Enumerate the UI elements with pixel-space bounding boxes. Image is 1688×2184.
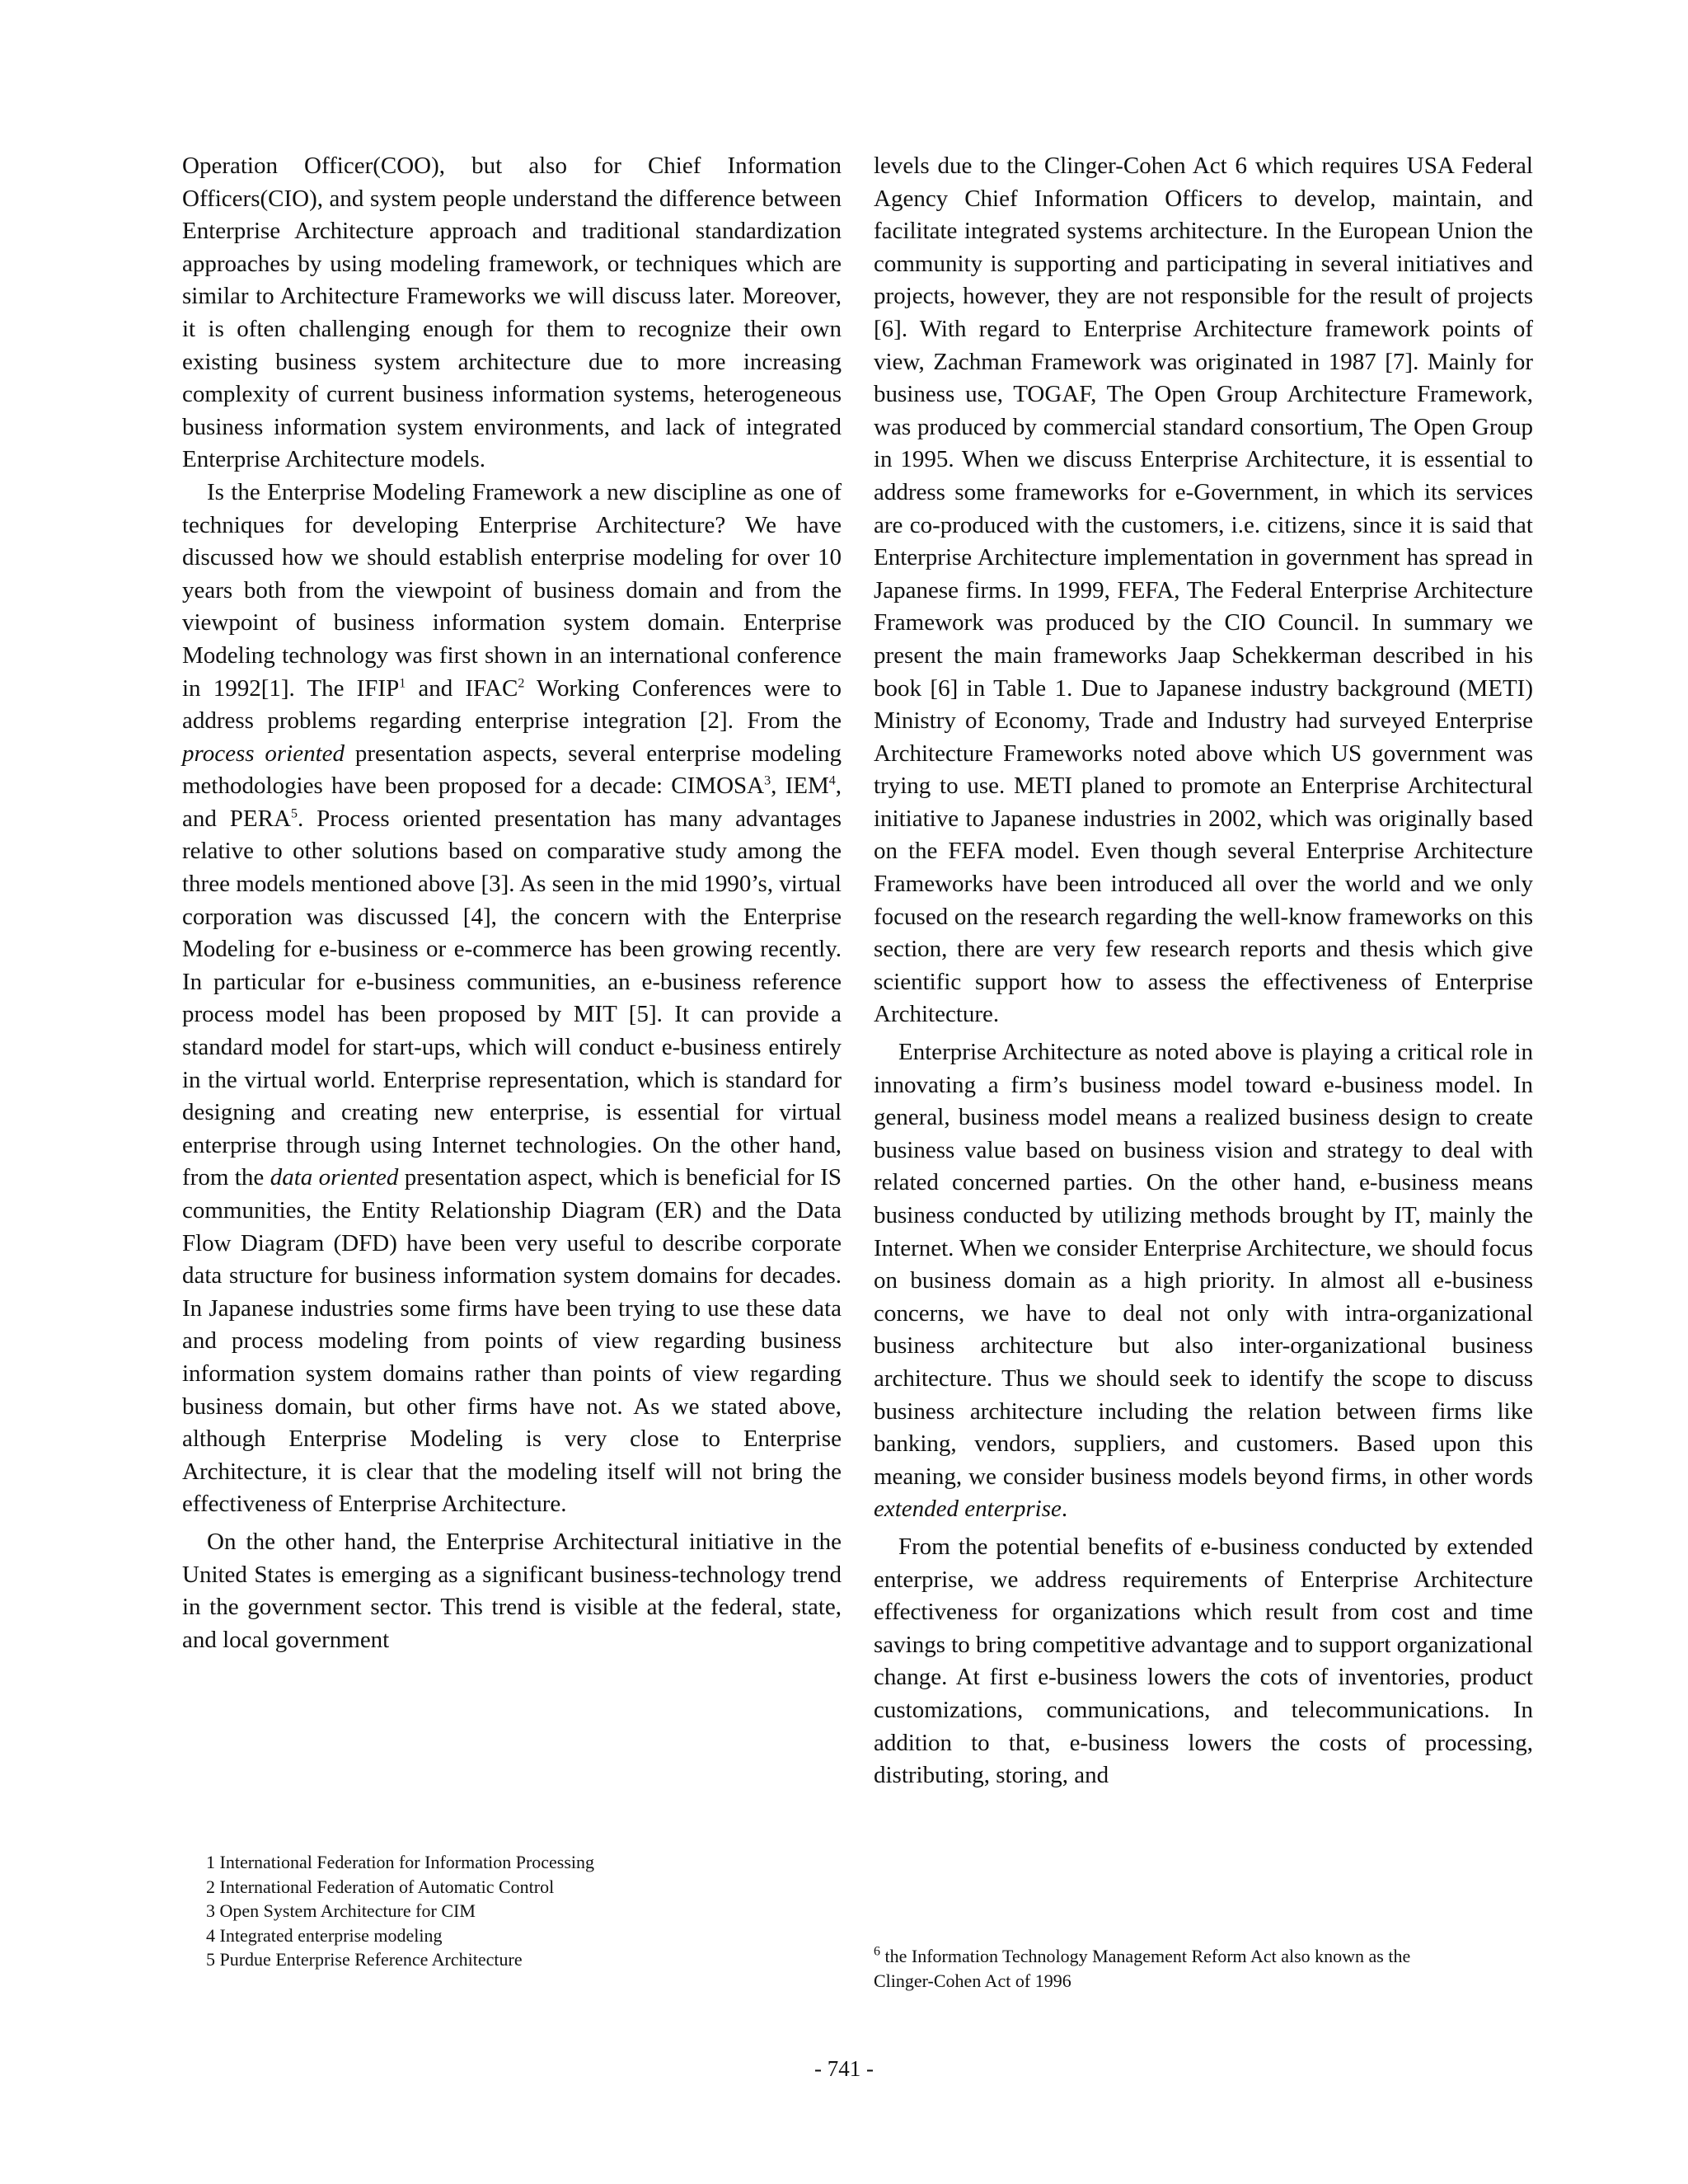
footnote-ref-1: 1 <box>399 675 406 690</box>
footnote-5: 5 Purdue Enterprise Reference Architecture <box>206 1949 523 1970</box>
right-paragraph-1: levels due to the Clinger-Cohen Act 6 which requires USA Federal Agency Chief Information Officers to develop, maintain, and facilitate integrated systems architecture. In the European Union the community is supporting and participating in several initiatives and projects, however, they are not responsible for the result of projects [6]. With regard to Enterprise Architecture framework points of view, Zachman Framework was originated in 1987 [7]. Mainly for business use, TOGAF, The Open Group Architecture Framework, was produced by commercial standard consortium, The Open Group in 1995. When we discuss Enterprise Architecture, it is essential to address some frameworks for e-Government, in which its services are co-produced with the customers, i.e. citizens, since it is said that Enterprise Architecture implementation in government has spread in Japanese firms. In 1999, FEFA, The Federal Enterprise Architecture Framework was produced by the CIO Council. In summary we present the main frameworks Jaap Schekkerman described in his book [6] in Table 1. Due to Japanese industry background (METI) Ministry of Economy, Trade and Industry had surveyed Enterprise Architecture Frameworks noted above which US government was trying to use. METI planed to promote an Enterprise Architectural initiative to Japanese industries in 2002, which was originally based on the FEFA model. Even though several Enterprise Architecture Frameworks have been introduced all over the world and we only focused on the research regarding the well-know frameworks on this section, there are very few research reports and thesis which give scientific support how to assess the effectiveness of Enterprise Architecture. <box>874 153 1533 1028</box>
left-column <box>182 150 842 1656</box>
right-column <box>874 150 1533 1792</box>
footnote-2: 2 International Federation of Automatic Control <box>206 1876 555 1897</box>
left-paragraph-3: On the other hand, the Enterprise Architectural initiative in the United States is emerging as a significant business-technology trend in the government sector. This trend is visible at the federal, state, and local government <box>182 1528 842 1653</box>
footnote-3: 3 Open System Architecture for CIM <box>206 1900 476 1921</box>
footnote-6-mark: 6 <box>874 1944 880 1959</box>
footnotes-left <box>206 1850 799 1972</box>
page-number: - 741 - <box>814 2056 874 2081</box>
right-paragraph-3: From the potential benefits of e-business conducted by extended enterprise, we address requirements of Enterprise Architecture effectiveness for organizations which result from cost and time savings to bring competitive advantage and to support organizational change. At first e-business lowers the cots of inventories, product customizations, communications, and telecommunications. In addition to that, e-business lowers the costs of processing, distributing, storing, and <box>874 1533 1533 1789</box>
footnote-6: $^6$ the Information Technology Management Reform Act also known as the Clinger-Cohen Act of 1996 <box>874 1944 1411 1991</box>
emphasis-process-oriented: process oriented <box>182 740 345 767</box>
right-paragraph-2: Enterprise Architecture as noted above is playing a critical role in innovating a firm’s business model toward e-business model. In general, business model means a realized business design to create business value based on business vision and strategy to deal with related concerned parties. On the other hand, e-business means business conducted by utilizing methods brought by IT, mainly the Internet. When we consider Enterprise Architecture, we should focus on business domain as a high priority. In almost all e-business concerns, we have to deal not only with intra-organizational business architecture but also inter-organizational business architecture. Thus we should seek to identify the scope to discuss business architecture including the relation between firms like banking, vendors, suppliers, and customers. Based upon this meaning, we consider business models beyond firms, in other words extended enterprise. <box>874 1039 1533 1523</box>
emphasis-data-oriented: data oriented <box>270 1164 399 1191</box>
footnote-4: 4 Integrated enterprise modeling <box>206 1924 443 1946</box>
footnote-ref-5: 5 <box>290 806 298 821</box>
emphasis-extended-enterprise: extended enterprise <box>874 1496 1062 1523</box>
footnote-ref-4: 4 <box>828 773 836 788</box>
left-paragraph-2: Is the Enterprise Modeling Framework a new discipline as one of techniques for developing Enterprise Architecture? We have discussed how we should establish enterprise modeling for over 10 years both from the viewpoint of business domain and from the viewpoint of business information system domain. Enterprise Modeling technology was first shown in an international conference in 1992[1]. The IFIP$^1$ and IFAC$^2$ Working Conferences were to address problems regarding enterprise integration [2]. From the process oriented presentation aspects, several enterprise modeling methodologies have been proposed for a decade: CIMOSA$^3$, IEM$^4$, and PERA$^5$. Process oriented presentation has many advantages relative to other solutions based on comparative study among the three models mentioned above [3]. As seen in the mid 1990’s, virtual corporation was discussed [4], the concern with the Enterprise Modeling for e-business or e-commerce has been growing recently. In particular for e-business communities, an e-business reference process model has been proposed by MIT [5]. It can provide a standard model for start-ups, which will conduct e-business entirely in the virtual world. Enterprise representation, which is standard for designing and creating new enterprise, is essential for virtual enterprise through using Internet technologies. On the other hand, from the data oriented presentation aspect, which is beneficial for IS communities, the Entity Relationship Diagram (ER) and the Data Flow Diagram (DFD) have been very useful to describe corporate data structure for business information system domains for decades. In Japanese industries some firms have been trying to use these data and process modeling from points of view regarding business information system domains rather than points of view regarding business domain, but other firms have not. As we stated above, although Enterprise Modeling is very close to Enterprise Architecture, it is clear that the modeling itself will not bring the effectiveness of Enterprise Architecture. <box>182 478 842 1518</box>
footnote-ref-3: 3 <box>764 773 771 788</box>
footnote-1: 1 International Federation for Information Processing <box>206 1852 595 1872</box>
left-paragraph-1: Operation Officer(COO), but also for Chief Information Officers(CIO), and system people understand the difference between Enterprise Architecture approach and traditional standardization approaches by using modeling framework, or techniques which are similar to Architecture Frameworks we will discuss later. Moreover, it is often challenging enough for them to recognize their own existing business system architecture due to more increasing complexity of current business information systems, heterogeneous business information system environments, and lack of integrated Enterprise Architecture models. <box>182 153 842 473</box>
footnote-ref-2: 2 <box>518 675 525 690</box>
